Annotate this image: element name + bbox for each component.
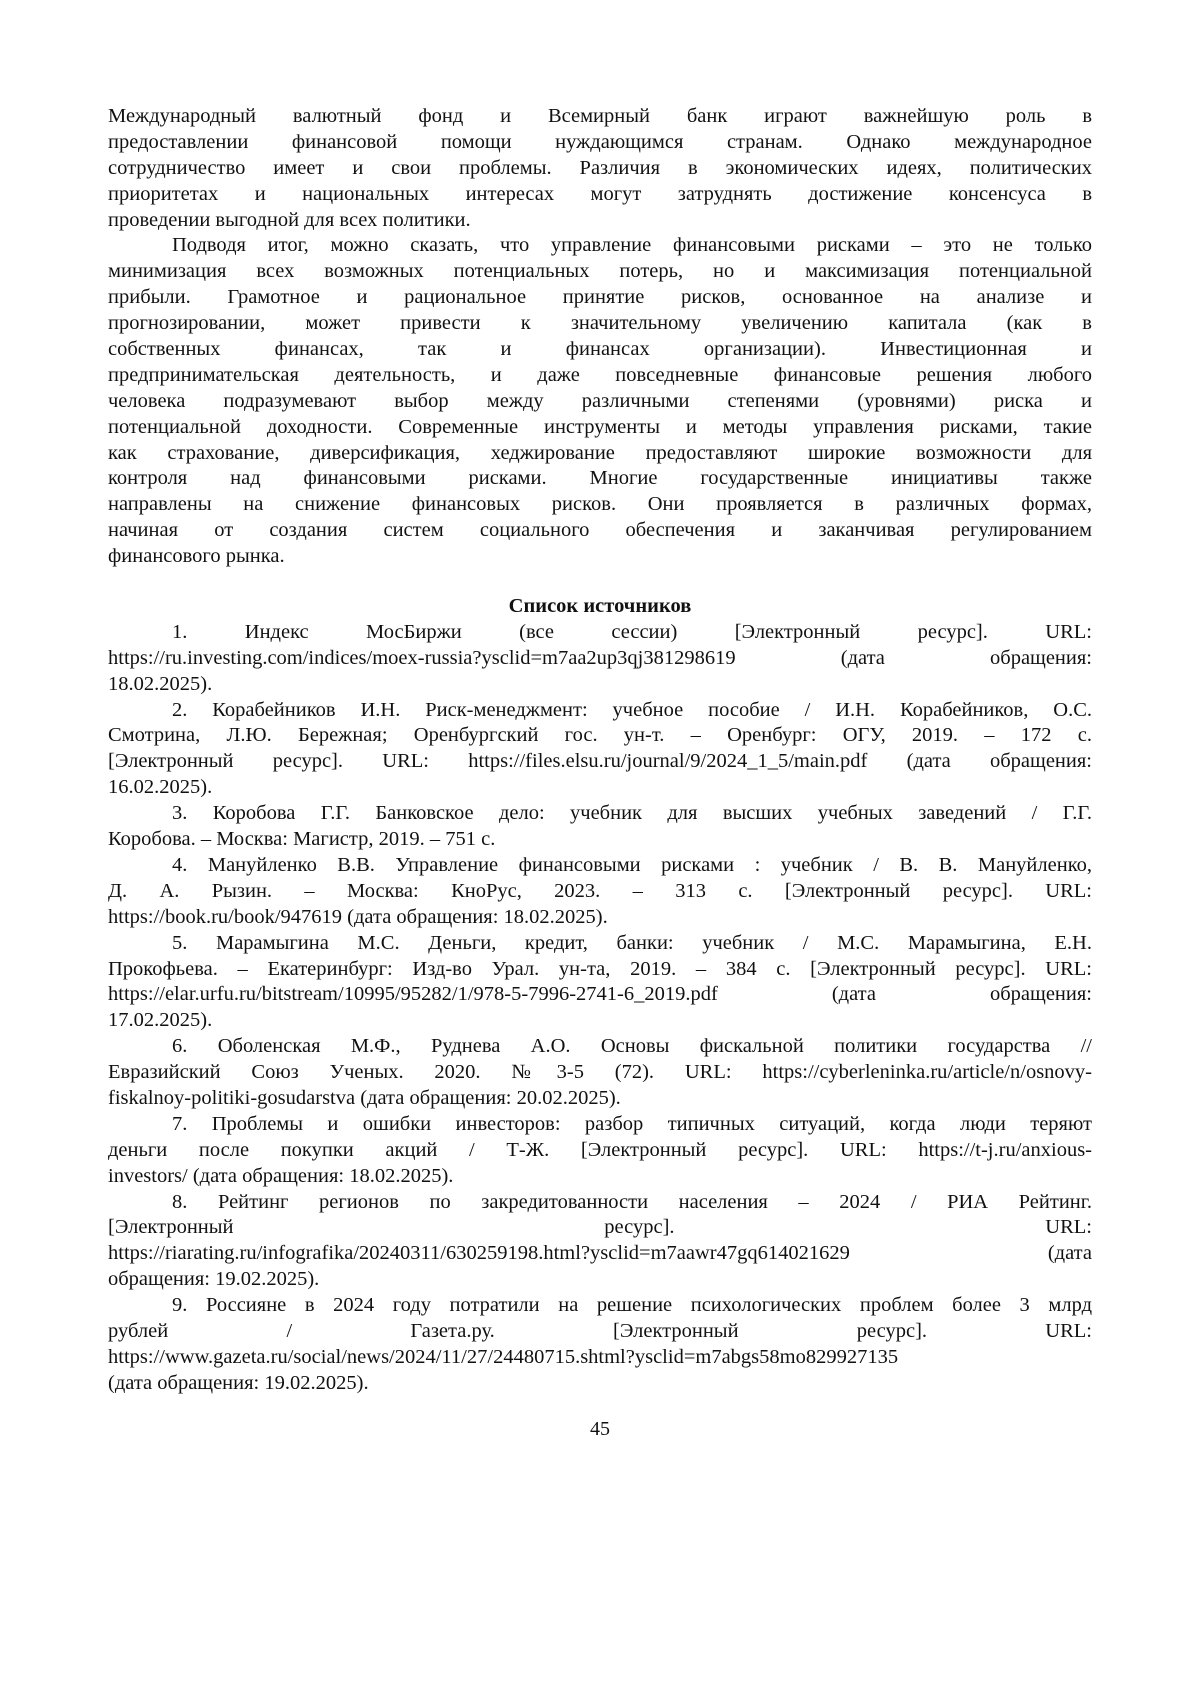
text-line: 16.02.2025). bbox=[108, 776, 213, 799]
text-line: сотрудничество имеет и свои проблемы. Различия в экономических идеях, политических bbox=[108, 156, 1092, 179]
text-line: [Электронный ресурс]. URL: bbox=[108, 1216, 1092, 1239]
paragraph bbox=[108, 104, 1092, 233]
text-line: 7. Проблемы и ошибки инвесторов: разбор типичных ситуаций, когда люди теряют bbox=[172, 1112, 1092, 1135]
references-heading: Список источников bbox=[508, 595, 692, 618]
text-line: https://ru.investing.com/indices/moex-russia?ysclid=m7aa2up3qj381298619 (дата обращения: bbox=[108, 646, 1092, 669]
reference-item bbox=[108, 1293, 1092, 1397]
text-line: Международный валютный фонд и Всемирный банк играют важнейшую роль в bbox=[108, 105, 1092, 127]
text-line: деньги после покупки акций / Т-Ж. [Электронный ресурс]. URL: https://t-j.ru/anxious- bbox=[108, 1138, 1092, 1161]
paragraph bbox=[108, 233, 1092, 570]
text-line: проведении выгодной для всех политики. bbox=[108, 208, 471, 231]
page-number: 45 bbox=[590, 1418, 610, 1440]
text-line: рублей / Газета.ру. [Электронный ресурс]. URL: bbox=[108, 1319, 1092, 1342]
text-line: минимизация всех возможных потенциальных потерь, но и максимизация потенциальной bbox=[108, 260, 1092, 283]
reference-item bbox=[108, 1112, 1092, 1190]
text-line: Коробова. – Москва: Магистр, 2019. – 751 с. bbox=[108, 828, 496, 851]
text-line: Подводя итог, можно сказать, что управление финансовыми рисками – это не только bbox=[172, 234, 1092, 257]
text-line: собственных финансах, так и финансах организации). Инвестиционная и bbox=[108, 338, 1092, 361]
text-line: Евразийский Союз Ученых. 2020. №3-5 (72). URL: https://cyberleninka.ru/article/n/osnovy- bbox=[108, 1061, 1092, 1084]
text-line: 8. Рейтинг регионов по закредитованности населения – 2024 / РИА Рейтинг. bbox=[172, 1190, 1092, 1213]
reference-item bbox=[108, 853, 1092, 931]
text-line: контроля над финансовыми рисками. Многие государственные инициативы также bbox=[108, 467, 1092, 490]
text-line: (дата обращения: 19.02.2025). bbox=[108, 1371, 369, 1394]
text-line: 5. Марамыгина М.С. Деньги, кредит, банки: учебник / М.С. Марамыгина, Е.Н. bbox=[172, 931, 1092, 954]
reference-item bbox=[108, 801, 1092, 853]
text-line: 6. Оболенская М.Ф., Руднева А.О. Основы фискальной политики государства // bbox=[172, 1035, 1092, 1058]
text-line: https://elar.urfu.ru/bitstream/10995/95282/1/978-5-7996-2741-6_2019.pdf (дата обращения: bbox=[108, 983, 1092, 1006]
text-line: финансового рынка. bbox=[108, 545, 285, 568]
reference-item bbox=[108, 1034, 1092, 1112]
text-line: предоставлении финансовой помощи нуждающимся странам. Однако международное bbox=[108, 130, 1092, 153]
text-line: investors/ (дата обращения: 18.02.2025). bbox=[108, 1164, 454, 1187]
text-line: предпринимательская деятельность, и даже повседневные финансовые решения любого bbox=[108, 363, 1092, 386]
references-list bbox=[108, 620, 1092, 1397]
text-line: начиная от создания систем социального обеспечения и заканчивая регулированием bbox=[108, 519, 1092, 542]
text-line: потенциальной доходности. Современные инструменты и методы управления рисками, такие bbox=[108, 415, 1092, 438]
text-line: обращения: 19.02.2025). bbox=[108, 1268, 320, 1291]
text-line: как страхование, диверсификация, хеджирование предоставляют широкие возможности для bbox=[108, 441, 1092, 464]
text-line: 2. Корабейников И.Н. Риск-менеджмент: учебное пособие / И.Н. Корабейников, О.С. bbox=[172, 698, 1092, 721]
reference-item bbox=[108, 1190, 1092, 1294]
reference-item bbox=[108, 620, 1092, 698]
reference-item bbox=[108, 698, 1092, 802]
reference-item bbox=[108, 931, 1092, 1035]
text-line: приоритетах и национальных интересах могут затруднять достижение консенсуса в bbox=[108, 182, 1092, 205]
text-line: прибыли. Грамотное и рациональное принятие рисков, основанное на анализе и bbox=[108, 286, 1092, 309]
text-line: https://riarating.ru/infografika/20240311/630259198.html?ysclid=m7aawr47gq614021629 (дата bbox=[108, 1242, 1092, 1265]
text-line: https://www.gazeta.ru/social/news/2024/11/27/24480715.shtml?ysclid=m7abgs58mo829927135 bbox=[108, 1345, 899, 1368]
text-line: 9. Россияне в 2024 году потратили на решение психологических проблем более 3 млрд bbox=[172, 1294, 1092, 1317]
text-line: 1. Индекс МосБиржи (все сессии) [Электронный ресурс]. URL: bbox=[172, 620, 1092, 643]
text-line: 4. Мануйленко В.В. Управление финансовыми рисками : учебник / В. В. Мануйленко, bbox=[172, 853, 1092, 876]
text-line: Прокофьева. – Екатеринбург: Изд-во Урал. ун-та, 2019. – 384 с. [Электронный ресурс]. URL: bbox=[108, 957, 1092, 980]
text-line: Д. А. Рызин. – Москва: КноРус, 2023. – 313 с. [Электронный ресурс]. URL: bbox=[108, 879, 1092, 902]
text-line: направлены на снижение финансовых рисков. Они проявляется в различных формах, bbox=[108, 493, 1092, 516]
document-page bbox=[108, 104, 1092, 1397]
text-line: https://book.ru/book/947619 (дата обращения: 18.02.2025). bbox=[108, 905, 608, 928]
text-line: fiskalnoy-politiki-gosudarstva (дата обращения: 20.02.2025). bbox=[108, 1086, 621, 1109]
text-line: 18.02.2025). bbox=[108, 672, 213, 695]
text-line: 3. Коробова Г.Г. Банковское дело: учебник для высших учебных заведений / Г.Г. bbox=[172, 802, 1092, 825]
text-line: прогнозировании, может привести к значительному увеличению капитала (как в bbox=[108, 312, 1092, 335]
text-line: [Электронный ресурс]. URL: https://files.elsu.ru/journal/9/2024_1_5/main.pdf (дата обращения: bbox=[108, 750, 1092, 773]
body-text bbox=[108, 104, 1092, 570]
text-line: Смотрина, Л.Ю. Бережная; Оренбургский гос. ун-т. – Оренбург: ОГУ, 2019. – 172 с. bbox=[108, 724, 1092, 747]
text-line: 17.02.2025). bbox=[108, 1009, 213, 1032]
text-line: человека подразумевают выбор между различными степенями (уровнями) риска и bbox=[108, 389, 1092, 412]
